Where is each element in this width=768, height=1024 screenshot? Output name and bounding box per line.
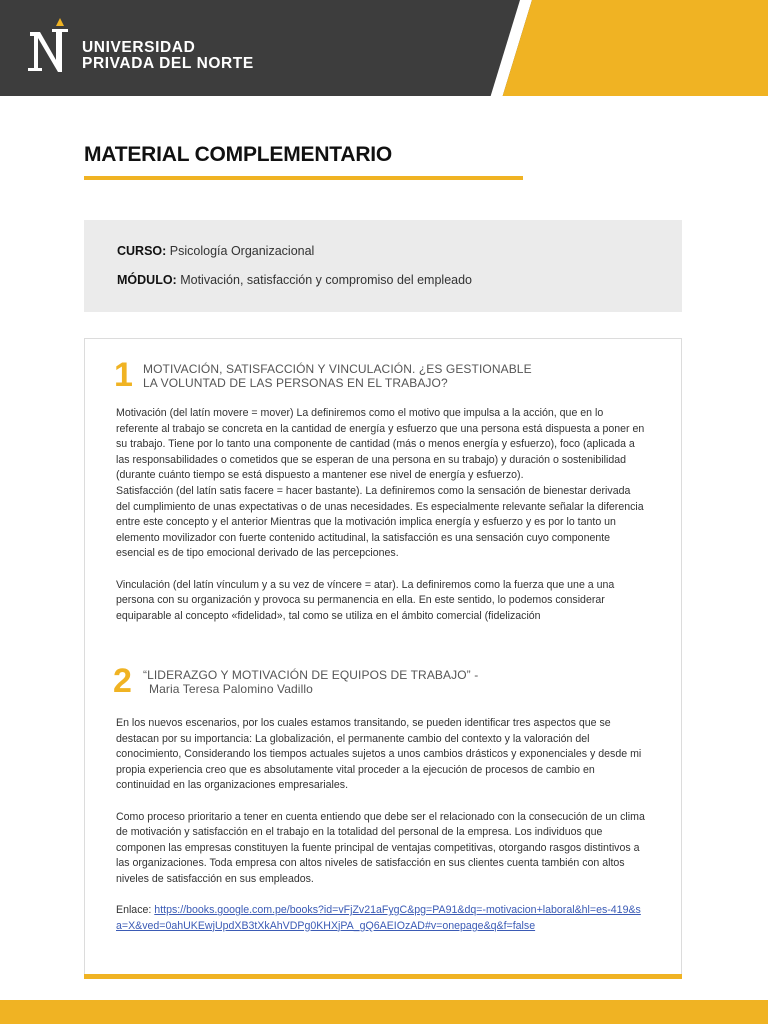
header-bar [0, 0, 768, 96]
section-2-number: 2 [113, 662, 132, 700]
brand-line-1: UNIVERSIDAD [82, 39, 196, 56]
section-2-title-line-1: “LIDERAZGO Y MOTIVACIÓN DE EQUIPOS DE TRABAJO” - [143, 668, 479, 682]
title-underline [84, 176, 523, 180]
section-1-paragraph-2: Satisfacción (del latín satis facere = hacer bastante). La definiremos como la sensación de bienestar derivada del cumplimiento de unas expectativas o de unas necesidades. Es especialmente relevante señalar la diferencia entre este concepto y el anterior Mientras que la motivación implica energía y esfuerzo y es por lo tanto un elemento movilizador con fuerte contenido actitudinal, la satisfacción es una sensación cuyo componente esencial es de tipo emocional derivado de las percepciones. [116, 484, 644, 560]
course-info-box [84, 220, 682, 312]
course-row [117, 244, 314, 258]
section-1-body [116, 406, 646, 624]
footer-bar [0, 1000, 768, 1024]
card-bottom-bar [84, 974, 682, 979]
google-books-link[interactable]: https://books.google.com.pe/books?id=vFjZv21aFygC&pg=PA91&dq=-motivacion+laboral&hl=es-419&sa=X&ved=0ahUKEwjUpdXB3tXkAhVDPg0KHXjPA_gQ6AEIOzAD#v=onepage&q&f=false [116, 904, 641, 932]
course-value: Psicología Organizacional [169, 244, 315, 258]
section-1-number: 1 [114, 356, 133, 394]
module-row [117, 273, 472, 287]
upn-logo-icon [26, 16, 72, 74]
section-2-paragraph-2: Como proceso prioritario a tener en cuenta entiendo que debe ser el relacionado con la consecución de un clima de motivación y satisfacción en el trabajo en la totalidad del personal de la empresa. Los individuos que componen las empresas constituyen la fuente principal de ventajas competitivas, otorgando rasgos distintivos a las organizaciones. Toda empresa con altos niveles de satisfacción en sus clientes cuenta también con altos niveles de satisfacción en sus empleados. [116, 810, 645, 885]
section-2-paragraph-1: En los nuevos escenarios, por los cuales estamos transitando, se pueden identificar tres aspectos que se destacan por su importancia: La globalización, el permanente cambio del contexto y la valoración del conocimiento, Considerando los tiempos actuales sujetos a unos cambios drásticos y exponenciales y desde mi propia experiencia creo que es absolutamente vital proceder a la ejecución de procesos de cambio en continuidad en las organizaciones empresariales. [116, 717, 642, 792]
section-1-paragraph-1: Motivación (del latín movere = mover) La definiremos como el motivo que impulsa a la acción, que en lo referente al trabajo se concreta en la cantidad de energía y esfuerzo que una persona está dispuesta a poner en su trabajo. Tiene por lo tanto una componente de cantidad (más o menos energía y esfuerzo), foco (aplicada a las responsabilidades o cometidos que se esperan de una persona en su trabajo) y duración o sostenibilidad (durante cuánto tiempo se está dispuesto a mantener ese nivel de energía y esfuerzo). [116, 407, 645, 482]
section-1-title-line-1: MOTIVACIÓN, SATISFACCIÓN Y VINCULACIÓN. ¿ES GESTIONABLE [143, 362, 532, 376]
link-label: Enlace: [116, 904, 152, 917]
module-value: Motivación, satisfacción y compromiso del empleado [180, 273, 472, 287]
section-2-title [143, 668, 478, 696]
brand-name [82, 40, 254, 72]
section-2-title-line-2: Maria Teresa Palomino Vadillo [149, 682, 313, 696]
brand-line-2: PRIVADA DEL NORTE [82, 55, 254, 72]
section-1-title-line-2: LA VOLUNTAD DE LAS PERSONAS EN EL TRABAJO? [143, 376, 448, 390]
module-label: MÓDULO: [117, 273, 177, 287]
header-accent [503, 0, 768, 96]
section-2-link-paragraph [116, 903, 646, 934]
page-title: MATERIAL COMPLEMENTARIO [84, 143, 393, 166]
section-1-title [143, 362, 532, 390]
course-label: CURSO: [117, 244, 167, 258]
section-2-body [116, 716, 646, 934]
section-1-paragraph-3: Vinculación (del latín vínculum y a su vez de víncere = atar). La definiremos como la fuerza que une a una persona con su organización y provoca su permanencia en ella. En este sentido, lo podemos considerar equiparable al concepto «fidelidad», tal como se utiliza en el ámbito comercial (fidelización [116, 578, 615, 622]
